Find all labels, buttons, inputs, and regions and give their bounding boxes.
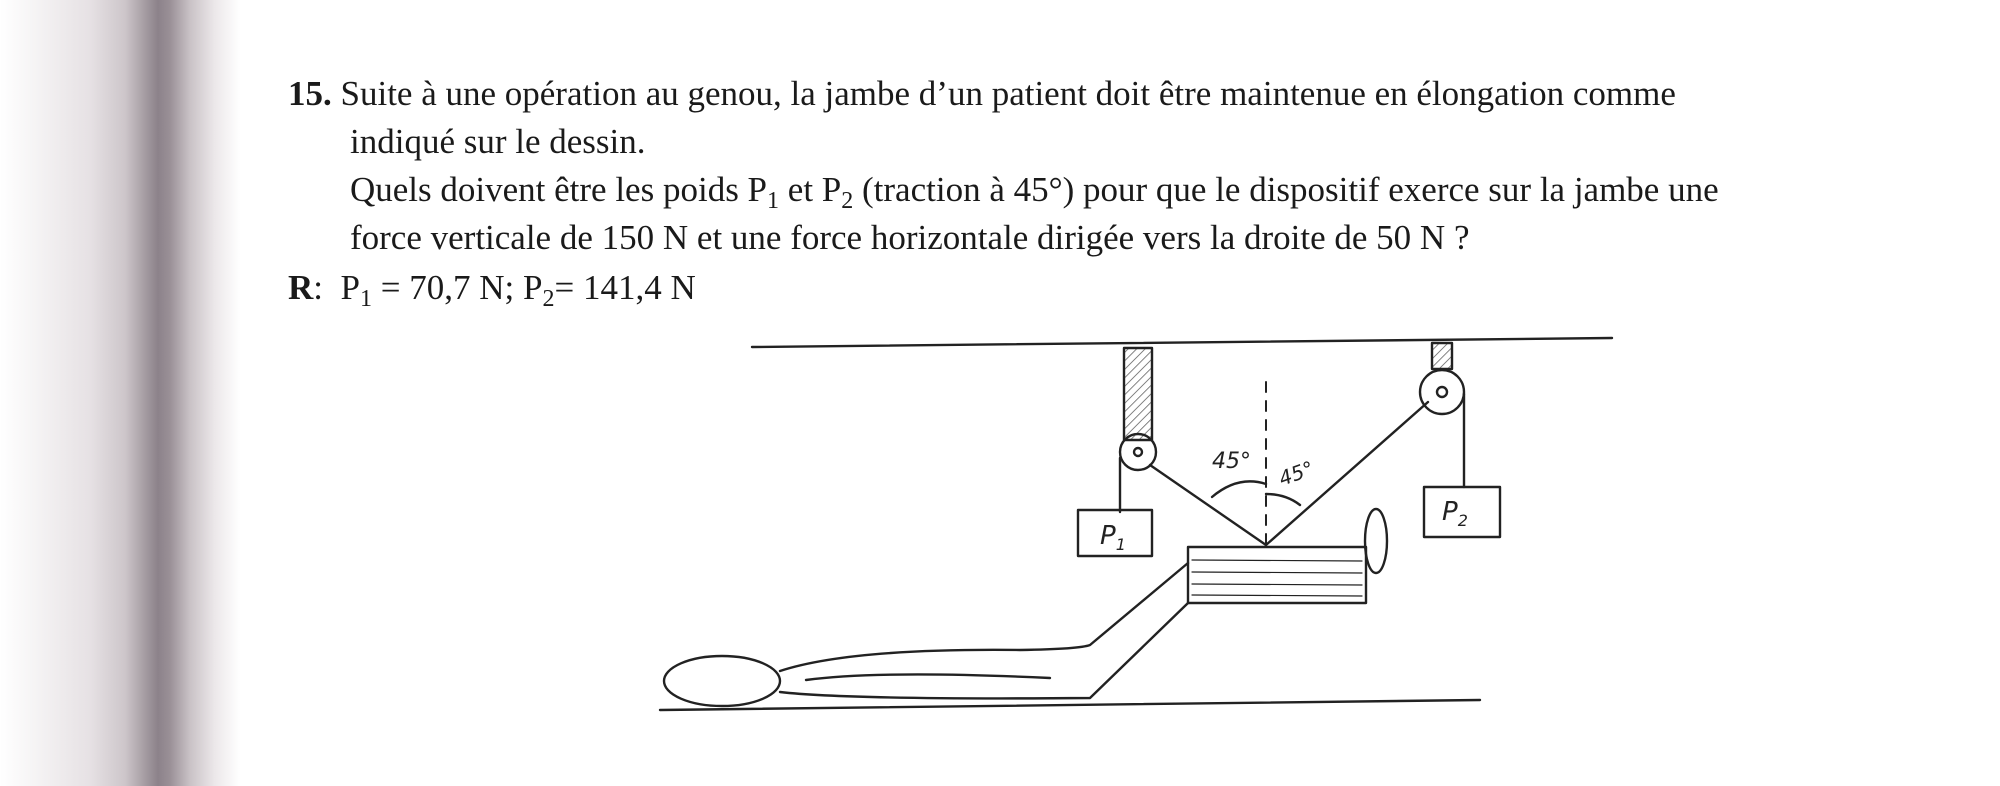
patient-arm [806, 674, 1050, 680]
cast-stripe [1192, 560, 1362, 561]
right-pulley-mount [1432, 343, 1452, 369]
problem-line-4: force verticale de 150 N et une force horizontale dirigée vers la droite de 50 N ? [350, 218, 1470, 257]
answer-label: R [288, 268, 314, 307]
line3-part-a: Quels doivent être les poids P [350, 170, 768, 209]
answer-p1-label: P [340, 268, 360, 307]
answer-p1-value: = 70,7 N; P [371, 268, 543, 307]
angle-arc-left [1212, 481, 1266, 497]
patient-body [780, 563, 1188, 671]
problem-line-1-text: Suite à une opération au genou, la jambe d’un patient doit être maintenue en élongation comme [340, 74, 1676, 113]
bed-line [660, 700, 1480, 710]
ceiling-line [752, 338, 1612, 347]
right-pulley [1420, 370, 1464, 414]
weight-p1-label: $P_1$ [1100, 521, 1126, 554]
line3-sub-2: 2 [841, 188, 854, 214]
answer-p2-sub: 2 [542, 286, 555, 312]
left-pulley-axle [1134, 448, 1142, 456]
line3-part-c: (traction à 45°) pour que le dispositif exerce sur la jambe une [853, 170, 1719, 209]
right-pulley-axle [1437, 387, 1447, 397]
answer-p2-value: = 141,4 N [554, 268, 696, 307]
angle-label-right: 45° [1275, 456, 1318, 491]
angle-arc-right [1266, 494, 1300, 505]
answer-p1-sub: 1 [359, 286, 372, 312]
problem-line-2: indiqué sur le dessin. [350, 122, 646, 161]
patient-head [664, 656, 780, 706]
cast-stripe [1192, 584, 1362, 585]
rope-left-diagonal [1150, 465, 1266, 545]
left-support-post [1124, 348, 1152, 440]
answer-colon: : [313, 268, 324, 307]
angle-label-left: 45° [1212, 449, 1251, 474]
cast-stripe [1192, 572, 1362, 573]
cast-stripe [1192, 595, 1362, 596]
problem-number: 15. [288, 74, 332, 113]
line3-sub-1: 1 [767, 188, 780, 214]
line3-part-b: et P [779, 170, 842, 209]
weight-p2-label: $P_2$ [1442, 497, 1468, 530]
foot [1365, 509, 1387, 573]
